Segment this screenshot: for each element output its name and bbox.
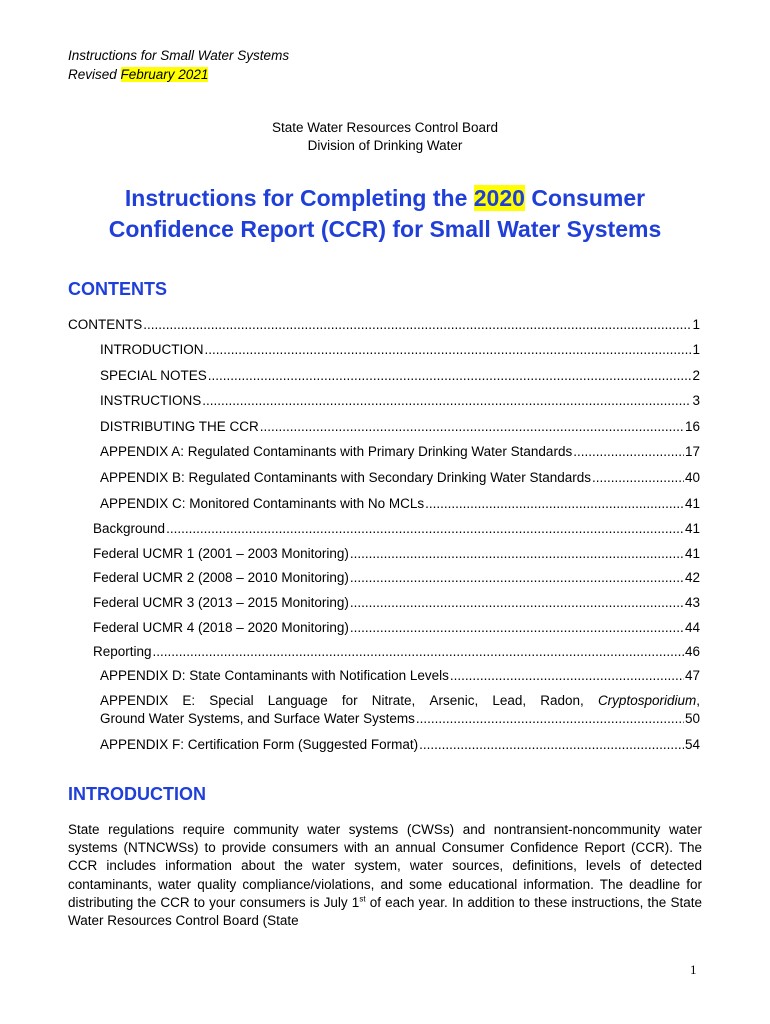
toc-entry[interactable] [100,341,700,359]
toc-entry[interactable] [100,469,700,487]
toc-page: 47 [684,668,700,683]
toc-entry-appendix-e[interactable] [100,692,700,728]
toc-leader [450,667,684,685]
toc-leader [166,520,684,538]
toc-label: APPENDIX F: Certification Form (Suggested Format) [100,737,419,752]
toc-leader [350,619,684,637]
toc-entry[interactable] [93,569,700,587]
toc-entry[interactable] [93,594,700,612]
toc-leader [425,495,684,513]
toc-page: 42 [684,570,700,585]
toc-page: 17 [684,444,700,459]
toc-leader [573,443,684,461]
toc-page: 1 [692,342,700,357]
toc-page: 2 [692,368,700,383]
toc-leader [143,316,691,334]
agency-board: State Water Resources Control Board [271,120,499,135]
toc-italic-word: Cryptosporidium [597,693,697,708]
toc-entry[interactable] [100,443,700,461]
toc-word: Lead, [492,693,527,708]
agency-division: Division of Drinking Water [307,138,463,153]
toc-entry[interactable] [100,736,700,754]
toc-label: Federal UCMR 4 (2018 – 2020 Monitoring) [93,620,349,635]
title-year: 2020 [473,185,525,211]
toc-entry[interactable] [93,643,700,661]
intro-text-continued: of each year. In addition to these instructions, the State Water Resources Control Board (State [68,894,702,929]
introduction-paragraph [68,821,702,930]
header-doc-type: Instructions for Small Water Systems [68,48,290,63]
toc-page: 1 [692,317,700,332]
toc-label: Federal UCMR 2 (2008 – 2010 Monitoring) [93,570,349,585]
toc-page: 43 [684,595,700,610]
toc-label: CONTENTS [68,317,143,332]
page-number: 1 [690,962,697,977]
title-part1: Instructions for Completing the [124,185,474,211]
toc-leader [208,367,692,385]
toc-entry[interactable] [100,418,700,436]
title-part2: Consumer [524,185,646,211]
toc-label: SPECIAL NOTES [100,368,207,383]
toc-entry[interactable] [100,667,700,685]
toc-page: 40 [684,470,700,485]
toc-page: 16 [684,419,700,434]
toc-page: 41 [684,521,700,536]
toc-entry[interactable] [100,367,700,385]
page-title-line2: Confidence Report (CCR) for Small Water Systems [108,216,662,242]
toc-leader [260,418,684,436]
revised-date: February 2021 [120,67,209,82]
toc-word: for [341,693,358,708]
toc-word: Arsenic, [429,693,479,708]
toc-entry[interactable] [93,619,700,637]
toc-entry[interactable] [100,392,700,410]
page-title-line1 [0,183,770,214]
toc-entry[interactable] [100,495,700,513]
toc-label: APPENDIX D: State Contaminants with Notification Levels [100,668,449,683]
toc-leader [350,569,684,587]
toc-word: E: [182,693,196,708]
toc-leader [350,594,684,612]
toc-leader [202,392,691,410]
toc-page: 41 [684,546,700,561]
toc-word: Nitrate, [371,693,416,708]
intro-text: State regulations require community water systems (CWSs) and nontransient-noncommunity water systems (NTNCWSs) to provide consumers with an annual Consumer Confidence Report (CCR). The CCR includes information about the water system, water sources, definitions, levels of detected contaminants, water quality compliance/violations, and some educational information. The deadline for distributing the CCR to your consumers is July 1 [68,822,702,910]
toc-page: 54 [684,737,700,752]
toc-comma: , [696,693,700,708]
toc-label: APPENDIX C: Monitored Contaminants with No MCLs [100,496,425,511]
toc-page: 50 [684,711,700,726]
toc-entry[interactable] [93,545,700,563]
intro-superscript: st [359,894,366,904]
toc-label: APPENDIX B: Regulated Contaminants with Secondary Drinking Water Standards [100,470,591,485]
toc-appendix-e-line1 [100,692,700,710]
toc-entry[interactable] [68,316,700,334]
revised-prefix: Revised [68,67,121,82]
toc-page: 41 [684,496,700,511]
toc-page: 44 [684,620,700,635]
toc-label: DISTRIBUTING THE CCR [100,419,259,434]
toc-label: Background [93,521,166,536]
toc-appendix-e-line2 [100,710,700,728]
toc-label: Federal UCMR 3 (2013 – 2015 Monitoring) [93,595,349,610]
toc-label: Federal UCMR 1 (2001 – 2003 Monitoring) [93,546,349,561]
toc-entry[interactable] [93,520,700,538]
toc-page: 3 [692,393,700,408]
introduction-heading: INTRODUCTION [68,784,206,804]
toc-label: Reporting [93,644,152,659]
toc-word: Special [209,693,254,708]
toc-word: Radon, [540,693,584,708]
toc-label: Ground Water Systems, and Surface Water Systems [100,711,415,726]
header-revised [68,66,208,84]
toc-label: INSTRUCTIONS [100,393,202,408]
contents-heading: CONTENTS [68,279,167,299]
toc-leader [350,545,684,563]
toc-leader [205,341,692,359]
toc-leader [419,736,684,754]
toc-page: 46 [684,644,700,659]
toc-word-last [598,692,700,710]
toc-label: INTRODUCTION [100,342,204,357]
toc-word: APPENDIX [100,693,169,708]
toc-leader [153,643,684,661]
toc-label: APPENDIX A: Regulated Contaminants with Primary Drinking Water Standards [100,444,573,459]
toc-leader [416,710,684,728]
toc-word: Language [267,693,328,708]
toc-leader [592,469,684,487]
